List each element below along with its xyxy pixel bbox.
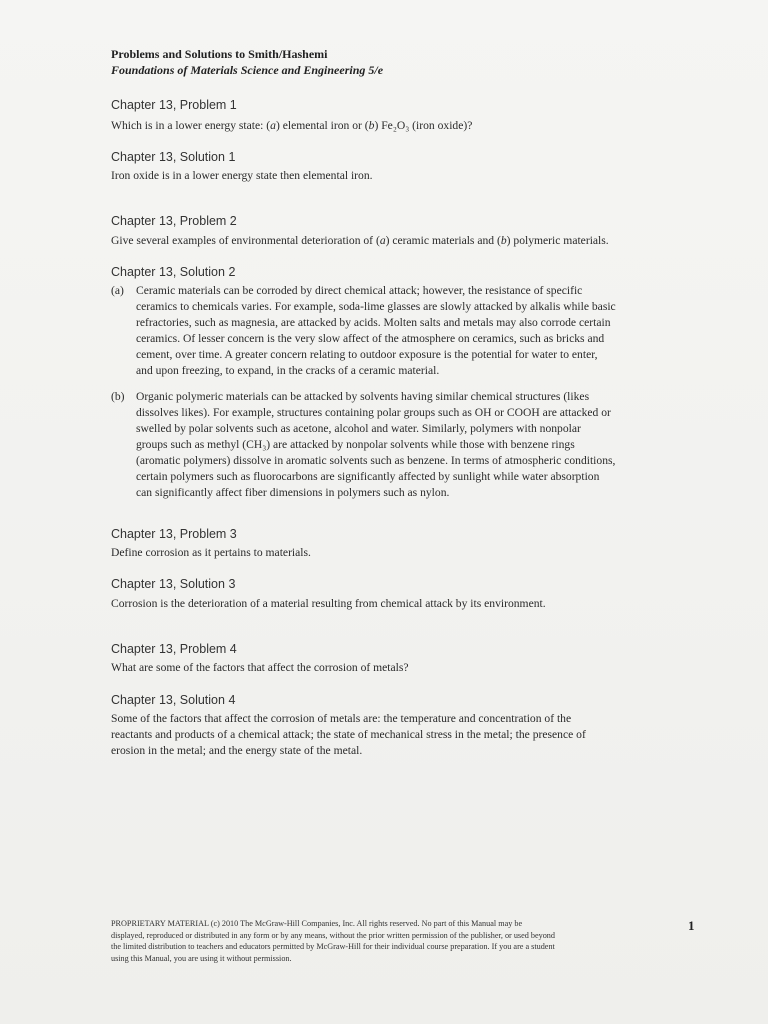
- problem-4-text: What are some of the factors that affect the corrosion of metals?: [111, 661, 409, 674]
- text-line: Some of the factors that affect the corrosion of metals are: the temperature and concentration of the: [111, 712, 572, 725]
- problem-2-heading: Chapter 13, Problem 2: [111, 214, 237, 228]
- text-line: ceramics. Of lesser concern is the very slow affect of the atmosphere on ceramics, such as bricks and: [136, 332, 605, 345]
- solution-2-item-b: [111, 389, 656, 501]
- text-line: reactants and products of a chemical attack; the state of mechanical stress in the metal; the presence of: [111, 728, 586, 741]
- solution-3-text: Corrosion is the deterioration of a material resulting from chemical attack by its environment.: [111, 597, 546, 610]
- problem-2-text: Give several examples of environmental deterioration of (a) ceramic materials and (b) polymeric materials.: [111, 234, 609, 247]
- problem-3-text: Define corrosion as it pertains to materials.: [111, 546, 311, 559]
- text-line: Ceramic materials can be corroded by direct chemical attack; however, the resistance of specific: [136, 284, 583, 297]
- solution-2-heading: Chapter 13, Solution 2: [111, 265, 236, 279]
- text-line: ceramics to chemicals varies. For example, soda-lime glasses are slowly attacked by alkalis while basic: [136, 300, 616, 313]
- header-title: Problems and Solutions to Smith/Hashemi: [111, 47, 328, 61]
- copyright-footer: [111, 918, 671, 964]
- text-line: Organic polymeric materials can be attacked by solvents having similar chemical structures (likes: [136, 390, 590, 403]
- problem-1-heading: Chapter 13, Problem 1: [111, 98, 237, 112]
- text-line: swelled by polar solvents such as acetone, alcohol and water. Similarly, polymers with nonpolar: [136, 422, 581, 435]
- list-marker: (a): [111, 284, 124, 297]
- solution-1-heading: Chapter 13, Solution 1: [111, 150, 236, 164]
- text-line: refractories, such as magnesia, are attacked by acids. Molten salts and metals may also corrode certain: [136, 316, 611, 329]
- solution-4-text: [111, 711, 671, 759]
- page-number: 1: [688, 918, 695, 933]
- solution-1-text: Iron oxide is in a lower energy state then elemental iron.: [111, 169, 373, 182]
- text-line: cement, over time. A greater concern relating to outdoor exposure is the potential for water to enter,: [136, 348, 598, 361]
- solution-4-heading: Chapter 13, Solution 4: [111, 693, 236, 707]
- footer-line: PROPRIETARY MATERIAL (c) 2010 The McGraw-Hill Companies, Inc. All rights reserved. No part of this Manual may be: [111, 919, 523, 928]
- header-book-title: Foundations of Materials Science and Engineering 5/e: [111, 63, 384, 77]
- text-line: (aromatic polymers) dissolve in aromatic solvents such as benzene. In terms of atmospheric conditions,: [136, 454, 616, 467]
- text-line: groups such as methyl (CH₃) are attacked by nonpolar solvents while those with benzene rings: [136, 438, 575, 451]
- text-line: and upon freezing, to expand, in the cracks of a ceramic material.: [136, 364, 440, 377]
- text-line: certain polymers such as fluorocarbons are significantly affected by sunlight while water absorption: [136, 470, 600, 483]
- footer-line: using this Manual, you are using it without permission.: [111, 953, 292, 963]
- problem-3-heading: Chapter 13, Problem 3: [111, 527, 237, 541]
- problem-4-heading: Chapter 13, Problem 4: [111, 642, 237, 656]
- text-line: can significantly affect fiber dimensions in polymers such as nylon.: [136, 486, 450, 499]
- list-marker: (b): [111, 390, 125, 403]
- text-line: erosion in the metal; and the energy state of the metal.: [111, 744, 363, 757]
- text-line: dissolves likes). For example, structures containing polar groups such as OH or COOH are attacked or: [136, 406, 611, 419]
- solution-2-item-a: [111, 283, 656, 379]
- footer-line: the limited distribution to teachers and educators permitted by McGraw-Hill for their individual course preparation. If you are a student: [111, 942, 555, 951]
- solution-3-heading: Chapter 13, Solution 3: [111, 577, 236, 591]
- document-header: [111, 46, 671, 78]
- footer-line: displayed, reproduced or distributed in any form or by any means, without the prior written permission of the publisher, or used beyond: [111, 930, 555, 940]
- problem-1-text: Which is in a lower energy state: (a) elemental iron or (b) Fe₂O₃ (iron oxide)?: [111, 119, 473, 132]
